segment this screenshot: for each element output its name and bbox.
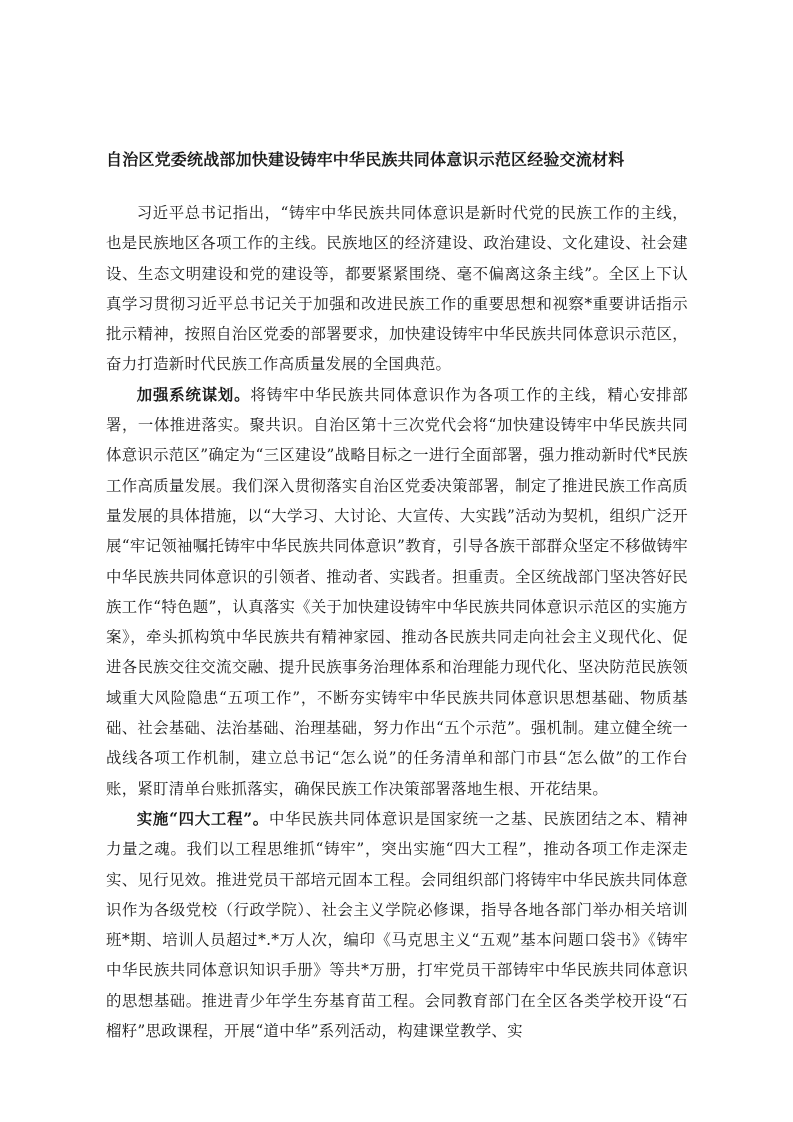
paragraph-intro <box>106 198 688 380</box>
paragraph-text: 中华民族共同体意识是国家统一之基、民族团结之本、精神力量之魂。我们以工程思维抓“铸牢”，突出实施“四大工程”，推动各项工作走深走实、见行见效。推进党员干部培元固本工程。会同组织部门将铸牢中华民族共同体意识作为各级党校（行政学院）、社会主义学院必修课，指导各地各部门举办相关培训班*期、培训人员超过*.*万人次，编印《马克思主义“五观”基本问题口袋书》《铸牢中华民族共同体意识知识手册》等共*万册，打牢党员干部铸牢中华民族共同体意识的思想基础。推进青少年学生夯基育苗工程。会同教育部门在全区各类学校开设“石榴籽”思政课程，开展“道中华”系列活动，构建课堂教学、实 <box>106 809 688 1041</box>
paragraph-text: 将铸牢中华民族共同体意识作为各项工作的主线，精心安排部署，一体推进落实。聚共识。自治区第十三次党代会将“加快建设铸牢中华民族共同体意识示范区”确定为“三区建设”战略目标之一进行全面部署，强力推动新时代*民族工作高质量发展。我们深入贯彻落实自治区党委决策部署，制定了推进民族工作高质量发展的具体措施，以“大学习、大讨论、大宣传、大实践”活动为契机，组织广泛开展“牢记领袖嘱托铸牢中华民族共同体意识”教育，引导各族干部群众坚定不移做铸牢中华民族共同体意识的引领者、推动者、实践者。担重责。全区统战部门坚决答好民族工作“特色题”，认真落实《关于加快建设铸牢中华民族共同体意识示范区的实施方案》，牵头抓构筑中华民族共有精神家园、推动各民族共同走向社会主义现代化、促进各民族交往交流交融、提升民族事务治理体系和治理能力现代化、坚决防范民族领域重大风险隐患“五项工作”，不断夯实铸牢中华民族共同体意识思想基础、物质基础、社会基础、法治基础、治理基础，努力作出“五个示范”。强机制。建立健全统一战线各项工作机制，建立总书记“怎么说”的任务清单和部门市县“怎么做”的工作台账，紧盯清单台账抓落实，确保民族工作决策部署落地生根、开花结果。 <box>106 385 688 798</box>
document-body <box>106 198 688 1046</box>
document-title: 自治区党委统战部加快建设铸牢中华民族共同体意识示范区经验交流材料 <box>106 150 625 169</box>
paragraph-lead: 实施“四大工程”。 <box>136 809 269 828</box>
paragraph-system-planning <box>106 380 688 804</box>
paragraph-lead: 加强系统谋划。 <box>136 385 251 404</box>
paragraph-text: 习近平总书记指出，“铸牢中华民族共同体意识是新时代党的民族工作的主线，也是民族地区各项工作的主线。民族地区的经济建设、政治建设、文化建设、社会建设、生态文明建设和党的建设等，都要紧紧围绕、毫不偏离这条主线”。全区上下认真学习贯彻习近平总书记关于加强和改进民族工作的重要思想和视察*重要讲话指示批示精神，按照自治区党委的部署要求，加快建设铸牢中华民族共同体意识示范区，奋力打造新时代民族工作高质量发展的全国典范。 <box>106 204 688 374</box>
paragraph-four-projects <box>106 804 688 1046</box>
